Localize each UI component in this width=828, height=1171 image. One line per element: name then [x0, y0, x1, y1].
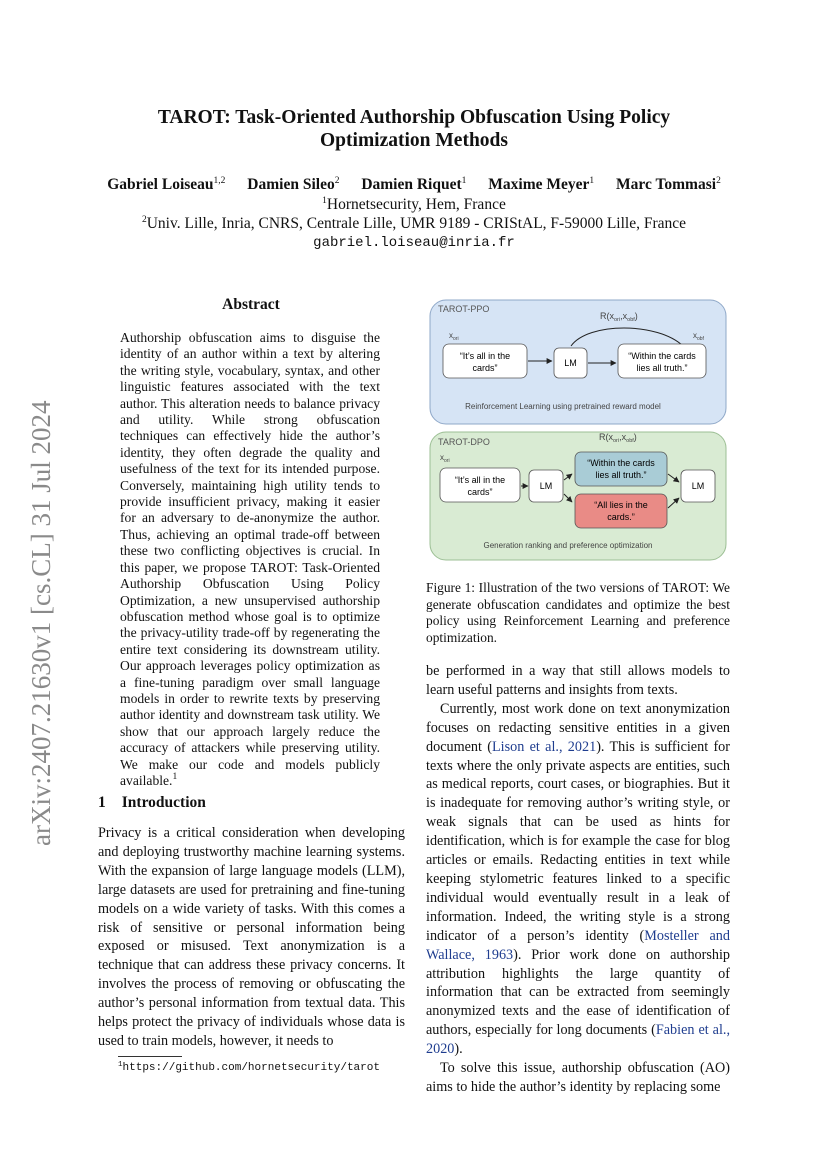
dpo-footer: Generation ranking and preference optimization — [483, 541, 653, 550]
author-list — [60, 176, 768, 194]
abstract-heading: Abstract — [222, 296, 280, 313]
citation-link[interactable]: Mosteller and Wallace, 1963 — [426, 927, 730, 963]
dpo-rejected-line2: cards.” — [607, 512, 635, 522]
dpo-lm2-label: LM — [691, 481, 705, 491]
paragraph: Currently, most work done on text anonymization focuses on redacting sensitive entities in a given document (Lison et al., 2021). This is sufficient for texts where the only private aspects are entities, such as medical reports, court cases, or biographies. But it is inadequate for removing author’s writing style, or weak signals that can be used as hints for identification, which is for example the case for blog articles or emails. Redacting entities in text while keeping stylometric features linked to a specific individual would eventually result in a leak of information. Indeed, the writing style is a strong indicator of a person’s identity (Mosteller and Wallace, 1963). Prior work done on authorship attribution highlights the large quantity of information that can be extracted from seemingly anonymized texts and the ease of identification of authors, especially for long documents (Fabien et al., 2020). — [426, 700, 731, 1058]
dpo-x-ori: $x_{ori}$ — [440, 453, 450, 464]
author: Marc Tommasi$^2$ — [616, 176, 721, 193]
ppo-panel — [430, 300, 726, 424]
dpo-chosen-line2: lies all truth.” — [595, 470, 647, 480]
dpo-input-line2: cards” — [467, 487, 493, 497]
ppo-input-line2: cards” — [472, 363, 498, 373]
section-heading-introduction: 1 Introduction — [98, 794, 206, 811]
paper-title — [90, 106, 738, 152]
ppo-footer: Reinforcement Learning using pretrained reward model — [465, 402, 661, 411]
ppo-input-line1: “It’s all in the — [459, 351, 511, 361]
ppo-lm-label: LM — [564, 358, 577, 368]
ppo-x-ori: $x_{ori}$ — [449, 331, 459, 342]
ppo-x-obf: $x_{obf}$ — [693, 331, 704, 342]
figure-caption: Figure 1: Illustration of the two versions of TAROT: We generate obfuscation candidates and optimize the best policy using Reinforcement Learning and preference optimization. — [426, 580, 730, 645]
paragraph: To solve this issue, authorship obfuscation (AO) aims to hide the author’s identity by replacing some — [426, 1060, 730, 1095]
footnote: $^1$https://github.com/hornetsecurity/tarot — [118, 1061, 380, 1074]
title-line-2: Optimization Methods — [320, 130, 508, 151]
footnote-mark[interactable]: 1 — [172, 771, 178, 782]
ppo-output-line1: “Within the cards — [628, 351, 696, 361]
author-email[interactable]: gabriel.loiseau@inria.fr — [313, 235, 515, 251]
citation-link[interactable]: Fabien et al., 2020 — [426, 1022, 730, 1058]
dpo-rejected-line1: “All lies in the — [594, 500, 648, 510]
ppo-reward-label: $R(x_{ori},x_{obf})$ — [600, 311, 638, 323]
affiliation-1: $^1$Hornetsecurity, Hem, France — [322, 196, 506, 213]
footnote-rule — [118, 1056, 182, 1057]
author: Damien Sileo$^2$ — [247, 176, 340, 193]
abstract-body: Authorship obfuscation aims to disguise the identity of an author within a text by altering the writing style, vocabulary, syntax, and other linguistic features associated with the text author. This alteration needs to balance privacy and utility. While strong obfuscation techniques can effectively hide the author’s identity, they often degrade the quality and usefulness of the text for its intended purpose. Conversely, maintaining high utility tends to provide insufficient privacy, making it easier for an adversary to de-anonymize the author. Thus, achieving an optimal trade-off between these two conflicting objectives is crucial. In this paper, we propose TAROT: Task-Oriented Authorship Obfuscation Using Policy Optimization, a new unsupervised authorship obfuscation method whose goal is to optimize the privacy-utility trade-off by regenerating the entire text considering its downstream utility. Our approach leverages policy optimization as a fine-tuning paradigm over small language models in order to rewrite texts by preserving author identity and downstream task utility. We show that our approach largely reduce the accuracy of attackers while preserving utility. We make our code and models publicly available.$^1$ — [120, 330, 380, 788]
arxiv-stamp-text: arXiv:2407.21630v1 [cs.CL] 31 Jul 2024 — [26, 400, 56, 846]
footnote-link[interactable]: https://github.com/hornetsecurity/tarot — [122, 1062, 380, 1074]
affiliation-2: $^2$Univ. Lille, Inria, CNRS, Centrale Lille, UMR 9189 - CRIStAL, F-59000 Lille, France — [141, 215, 687, 232]
dpo-label: TAROT-DPO — [438, 437, 490, 447]
author: Maxime Meyer$^1$ — [488, 176, 595, 193]
author: Damien Riquet$^1$ — [361, 176, 467, 193]
dpo-lm-label: LM — [539, 481, 553, 491]
arxiv-stamp — [18, 376, 62, 846]
citation-link[interactable]: Lison et al., 2021 — [491, 738, 597, 755]
ppo-label: TAROT-PPO — [438, 304, 490, 314]
introduction-body: Privacy is a critical consideration when developing and deploying trustworthy machine learning systems. With the expansion of large language models (LLM), large datasets are used for pretraining and fine-tuning models on a wide variety of tasks. With this comes a risk of sensitive or personal information being exposed or misused. Text anonymization is a technique that can address these privacy concerns. It involves the process of removing or obfuscating the author’s personal information from textual data. This helps protect the privacy of individuals whose data is used to train models, however, it needs to — [98, 825, 405, 1049]
dpo-input-line1: “It’s all in the — [454, 475, 506, 485]
ppo-output-line2: lies all truth.” — [636, 363, 688, 373]
paragraph: be performed in a way that still allows models to learn useful patterns and insights from texts. — [426, 663, 730, 698]
dpo-panel — [430, 432, 726, 560]
title-line-1: TAROT: Task-Oriented Authorship Obfuscation Using Policy — [157, 107, 671, 128]
dpo-chosen-line1: “Within the cards — [587, 458, 655, 468]
figure-1 — [428, 298, 728, 564]
right-column-body — [426, 662, 730, 1097]
author: Gabriel Loiseau$^{1,2}$ — [107, 176, 226, 193]
dpo-reward-label: $R(x_{ori},x_{obf})$ — [599, 432, 637, 444]
